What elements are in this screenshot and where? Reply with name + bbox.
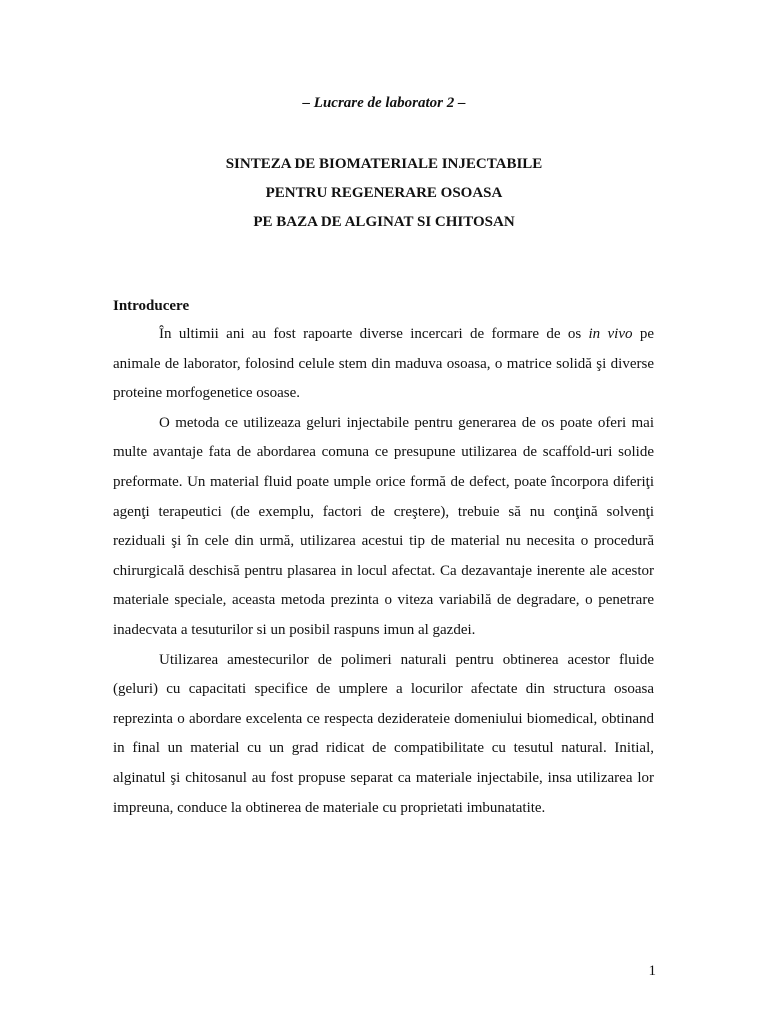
title-line-2: PENTRU REGENERARE OSOASA <box>265 185 503 201</box>
title-line-1: SINTEZA DE BIOMATERIALE INJECTABILE <box>225 156 543 172</box>
paragraph-3: Utilizarea amestecurilor de polimeri naturali pentru obtinerea acestor fluide (geluri) cu capacitati specifice de umplere a locurilor afectate din structura osoasa reprezinta o abordare excelenta ce respecta deziderateie domeniului biomedical, obtinand in final un material cu un grad ridicat de compatibilitate cu tesutul natural. Initial, alginatul şi chitosanul au fost propuse separat ca materiale injectabile, insa utilizarea lor impreuna, conduce la obtinerea de materiale cu proprietati imbunatatite. <box>113 651 654 816</box>
paragraph-1-italic: in vivo <box>588 326 633 342</box>
section-heading-introduction: Introducere <box>113 298 190 314</box>
page-number: 1 <box>648 963 656 979</box>
paragraph-1-before: În ultimii ani au fost rapoarte diverse incercari de formare de os <box>159 326 589 342</box>
paragraph-1-after: pe animale de laborator, folosind celule stem din maduva osoasa, o matrice solidă şi diverse proteine morfogenetice osoase. <box>113 326 654 402</box>
introduction-body <box>113 320 654 823</box>
lab-work-title: – Lucrare de laborator 2 – <box>302 95 466 111</box>
paragraph-2: O metoda ce utilizeaza geluri injectabile pentru generarea de os poate oferi mai multe avantaje fata de abordarea comuna ce presupune utilizarea de scaffold-uri solide preformate. Un material fluid poate umple orice formă de defect, poate încorpora diferiţi agenţi terapeutici (de exemplu, factori de creştere), trebuie să nu conţină solvenţi reziduali şi în cele din urmă, utilizarea acestui tip de material nu necesita o procedură chirurgicală deschisă pentru plasarea in locul afectat. Ca dezavantaje inerente ale acestor materiale speciale, aceasta metoda prezinta o viteza variabilă de degradare, o penetrare inadecvata a tesuturilor si un posibil raspuns imun al gazdei. <box>113 414 654 638</box>
title-line-3: PE BAZA DE ALGINAT SI CHITOSAN <box>253 214 515 230</box>
document-title <box>0 150 768 237</box>
paragraph-1 <box>113 320 654 409</box>
